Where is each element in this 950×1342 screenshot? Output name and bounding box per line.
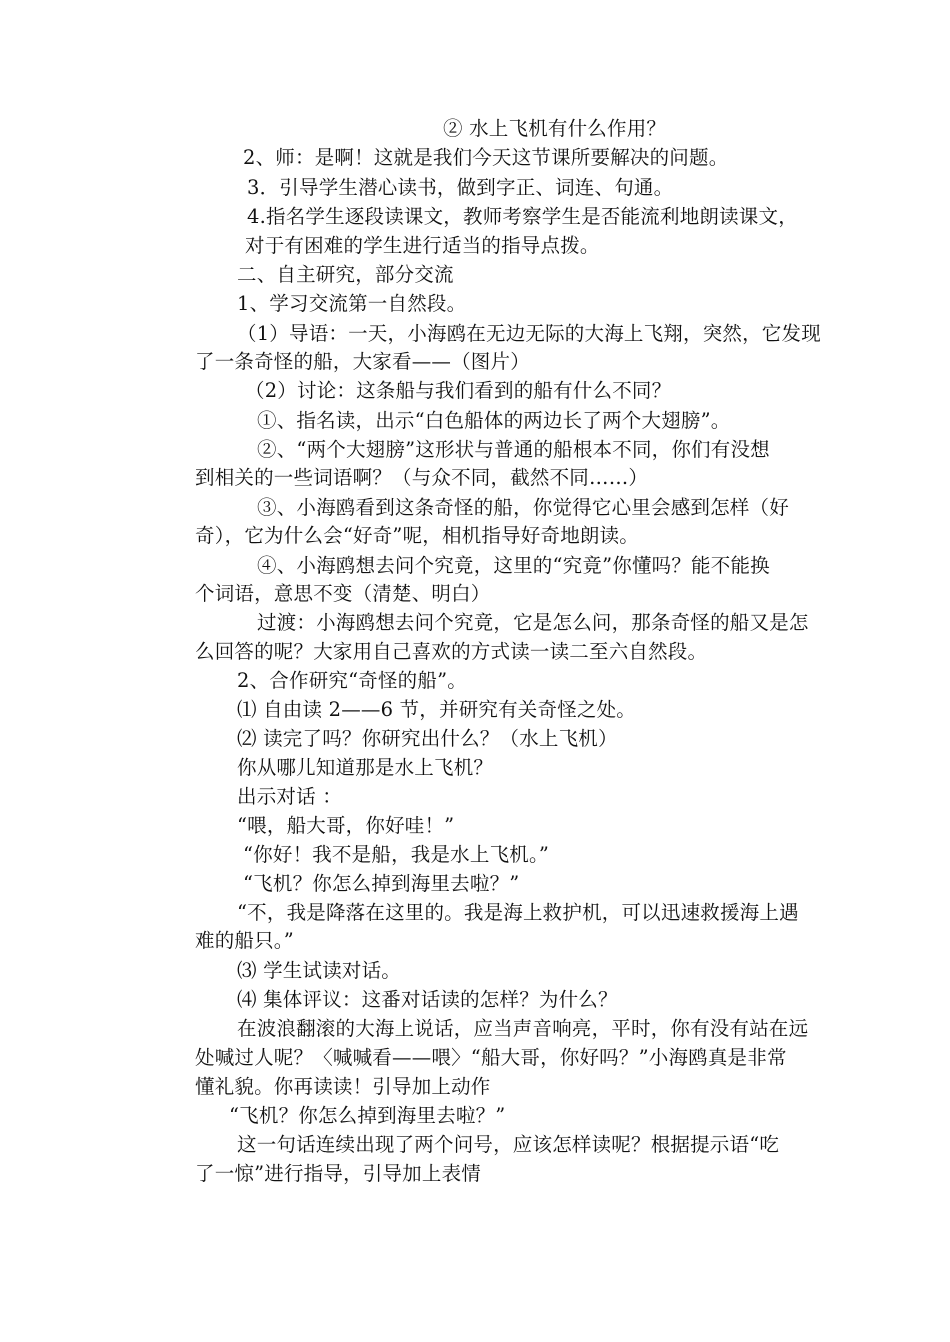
text-line-17: 个词语，意思不变（清楚、明白） [195, 582, 491, 605]
text-line-22: ⑵ 读完了吗？你研究出什么？（水上飞机） [237, 727, 618, 750]
text-line-30: ⑶ 学生试读对话。 [237, 959, 401, 982]
text-line-8: （1）导语：一天，小海鸥在无边无际的大海上飞翔，突然，它发现 [237, 322, 821, 345]
text-line-31: ⑷ 集体评议：这番对话读的怎样？为什么？ [237, 988, 618, 1011]
text-line-24: 出示对话 ： [237, 785, 342, 808]
text-line-7: 1、学习交流第一自然段。 [237, 292, 467, 315]
text-line-3: 3．引导学生潜心读书，做到字正、词连、句通。 [247, 176, 674, 199]
text-line-9: 了一条奇怪的船，大家看——（图片） [195, 350, 530, 373]
text-line-14: ③、小海鸥看到这条奇怪的船，你觉得它心里会感到怎样（好 [257, 496, 789, 519]
text-line-20: 2、合作研究“奇怪的船”。 [237, 669, 467, 692]
text-line-21: ⑴ 自由读 2——6 节，并研究有关奇怪之处。 [237, 698, 637, 721]
text-line-33: 处喊过人呢？〈喊喊看——喂〉“船大哥，你好吗？”小海鸥真是非常 [195, 1046, 787, 1069]
section-heading: 二、自主研究，部分交流 [237, 263, 454, 286]
text-line-13: 到相关的一些词语啊？（与众不同，截然不同……） [195, 466, 649, 489]
text-line-10: （2）讨论：这条船与我们看到的船有什么不同？ [245, 379, 672, 402]
text-line-4: 4.指名学生逐段读课文，教师考察学生是否能流利地朗读课文， [247, 205, 798, 228]
text-line-11: ①、指名读，出示“白色船体的两边长了两个大翅膀”。 [257, 409, 731, 432]
text-line-26: “你好！我不是船，我是水上飞机。” [243, 843, 550, 866]
text-line-15: 奇），它为什么会“好奇”呢，相机指导好奇地朗读。 [195, 524, 639, 547]
text-line-28: “不，我是降落在这里的。我是海上救护机，可以迅速救援海上遇 [237, 901, 799, 924]
text-line-37: 了一惊”进行指导，引导加上表情 [195, 1162, 481, 1185]
text-line-18: 过渡：小海鸥想去问个究竟，它是怎么问，那条奇怪的船又是怎 [257, 611, 809, 634]
text-line-19: 么回答的呢？大家用自己喜欢的方式读一读二至六自然段。 [195, 640, 708, 663]
text-line-1: ② 水上飞机有什么作用？ [443, 117, 667, 140]
text-line-27: “飞机？你怎么掉到海里去啦？” [243, 872, 520, 895]
text-line-35: “飞机？你怎么掉到海里去啦？” [229, 1104, 506, 1127]
text-line-2: 2、师：是啊！这就是我们今天这节课所要解决的问题。 [243, 146, 729, 169]
text-line-5: 对于有困难的学生进行适当的指导点拨。 [245, 234, 600, 257]
text-line-12: ②、“两个大翅膀”这形状与普通的船根本不同，你们有没想 [257, 438, 770, 461]
text-line-25: “喂，船大哥，你好哇！” [237, 814, 455, 837]
text-line-29: 难的船只。” [195, 929, 294, 952]
text-line-32: 在波浪翻滚的大海上说话，应当声音响亮，平时，你有没有站在远 [237, 1017, 809, 1040]
text-line-16: ④、小海鸥想去问个究竟，这里的“究竟”你懂吗？能不能换 [257, 554, 770, 577]
text-line-36: 这一句话连续出现了两个问号，应该怎样读呢？根据提示语“吃 [237, 1133, 780, 1156]
text-line-23: 你从哪儿知道那是水上飞机？ [237, 756, 494, 779]
text-line-34: 懂礼貌。你再读读！引导加上动作 [195, 1075, 491, 1098]
